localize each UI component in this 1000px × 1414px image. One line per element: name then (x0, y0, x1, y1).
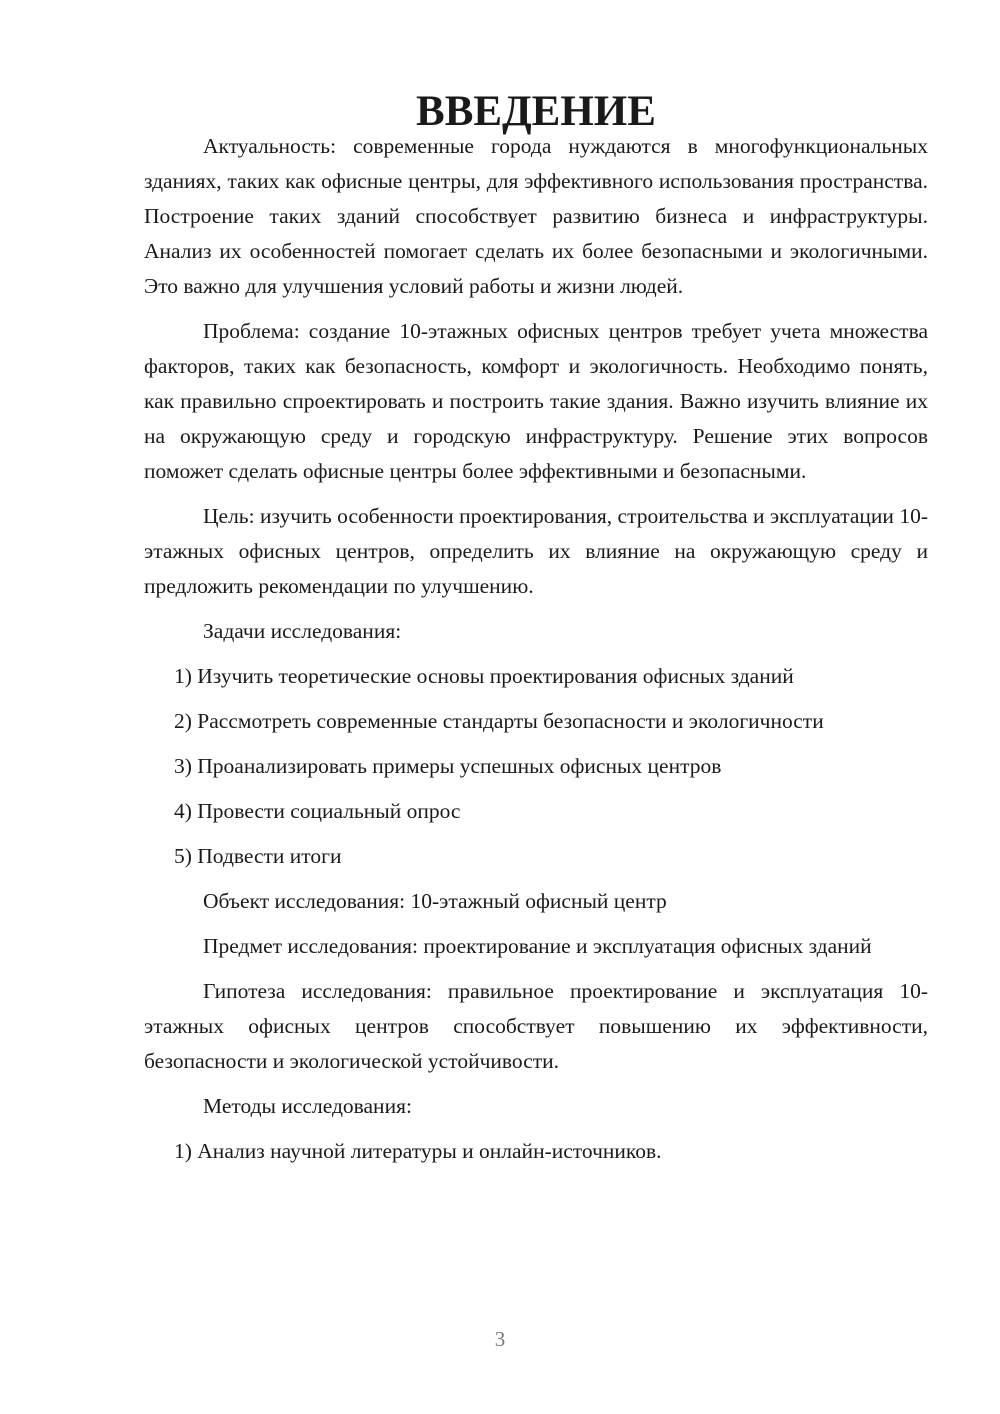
hypothesis-paragraph: Гипотеза исследования: правильное проектирование и эксплуатация 10-этажных офисных центров способствует повышению их эффективности, безопасности и экологической устойчивости. (144, 979, 928, 1073)
task-item-1: 1) Изучить теоретические основы проектирования офисных зданий (174, 664, 794, 688)
task-item-5: 5) Подвести итоги (174, 844, 342, 868)
goal-paragraph: Цель: изучить особенности проектирования, строительства и эксплуатации 10-этажных офисных центров, определить их влияние на окружающую среду и предложить рекомендации по улучшению. (144, 504, 928, 598)
page-content (144, 88, 928, 1179)
problem-paragraph: Проблема: создание 10-этажных офисных центров требует учета множества факторов, таких как безопасность, комфорт и экологичность. Необходимо понять, как правильно спроектировать и построить такие здания. Важно изучить влияние их на окружающую среду и городскую инфраструктуру. Решение этих вопросов поможет сделать офисные центры более эффективными и безопасными. (144, 319, 928, 483)
method-item-1: 1) Анализ научной литературы и онлайн-источников. (174, 1139, 662, 1163)
tasks-heading: Задачи исследования: (203, 619, 402, 643)
subject-paragraph: Предмет исследования: проектирование и эксплуатация офисных зданий (203, 934, 872, 958)
object-paragraph: Объект исследования: 10-этажный офисный центр (203, 889, 667, 913)
task-item-4: 4) Провести социальный опрос (174, 799, 461, 823)
task-item-3: 3) Проанализировать примеры успешных офисных центров (174, 754, 722, 778)
relevance-paragraph: Актуальность: современные города нуждаются в многофункциональных зданиях, таких как офисные центры, для эффективного использования пространства. Построение таких зданий способствует развитию бизнеса и инфраструктуры. Анализ их особенностей помогает сделать их более безопасными и экологичными. Это важно для улучшения условий работы и жизни людей. (144, 134, 928, 298)
page-title: ВВЕДЕНИЕ (416, 88, 656, 135)
page-number: 3 (494, 1327, 506, 1351)
methods-heading: Методы исследования: (203, 1094, 412, 1118)
task-item-2: 2) Рассмотреть современные стандарты безопасности и экологичности (174, 709, 824, 733)
